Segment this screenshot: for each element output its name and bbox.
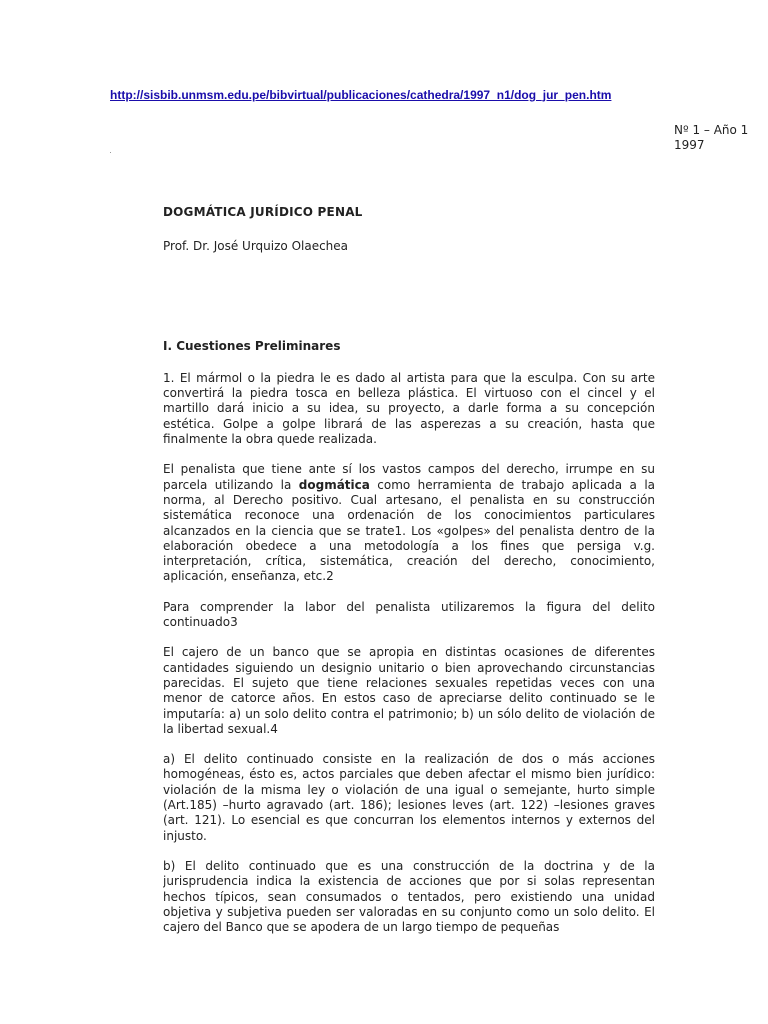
paragraph-2	[163, 462, 655, 584]
document-body	[163, 205, 655, 936]
document-title: DOGMÁTICA JURÍDICO PENAL	[163, 205, 363, 219]
paragraph-5: a) El delito continuado consiste en la realización de dos o más acciones homogéneas, ésto es, actos parciales que deben afectar el mismo bien jurídico: violación de la misma ley o violación de una igual o semejante, hurto simple (Art.185) –hurto agravado (art. 186); lesiones leves (art. 122) –lesiones graves (art. 121). Lo esencial es que concurran los elementos internos y externos del injusto.	[163, 752, 655, 843]
paragraph-2-text-end: como herramienta de trabajo aplicada a la norma, al Derecho positivo. Cual artesano, el penalista en su construcción sistemática reconoce una ordenación de los conocimientos particulares alcanzados en la ciencia que se trate1. Los «golpes» del penalista dentro de la elaboración obedece a una metodología a los fines que persiga v.g. interpretación, crítica, sistemática, creación del derecho, conocimiento, aplicación, enseñanza, etc.2	[163, 477, 656, 584]
paragraph-2-bold-term: dogmática	[298, 477, 370, 492]
paragraph-4: El cajero de un banco que se apropia en distintas ocasiones de diferentes cantidades siguiendo un designio unitario o bien aprovechando circunstancias parecidas. El sujeto que tiene relaciones sexuales repetidas veces con una menor de catorce años. En estos caso de apreciarse delito continuado se le imputaría: a) un solo delito contra el patrimonio; b) un sólo delito de violación de la libertad sexual.4	[163, 645, 655, 736]
source-url-link[interactable]: http://sisbib.unmsm.edu.pe/bibvirtual/publicaciones/cathedra/1997_n1/dog_jur_pen.htm	[110, 88, 612, 102]
stray-dot	[110, 152, 111, 153]
issue-info: Nº 1 – Año 1 1997	[674, 123, 749, 152]
document-author: Prof. Dr. José Urquizo Olaechea	[163, 239, 349, 254]
paragraph-2-text-start: El penalista que tiene ante sí los vastos campos del derecho, irrumpe en su parcela utilizando la	[163, 462, 655, 492]
paragraph-3: Para comprender la labor del penalista utilizaremos la figura del delito continuado3	[163, 599, 655, 630]
section-heading: I. Cuestiones Preliminares	[163, 338, 341, 353]
paragraph-1: 1. El mármol o la piedra le es dado al artista para que la esculpa. Con su arte convertirá la piedra tosca en belleza plástica. El virtuoso con el cincel y el martillo dará inicio a su idea, su proyecto, a darle forma a su concepción estética. Golpe a golpe librará de las asperezas a su creación, hasta que finalmente la obra quede realizada.	[163, 370, 655, 447]
paragraph-6: b) El delito continuado que es una construcción de la doctrina y de la jurisprudencia indica la existencia de acciones que por si solas representan hechos típicos, sean consumados o tentados, pero existiendo una unidad objetiva y subjetiva pueden ser valoradas en su conjunto como un solo delito. El cajero del Banco que se apodera de un largo tiempo de pequeñas	[163, 858, 655, 935]
